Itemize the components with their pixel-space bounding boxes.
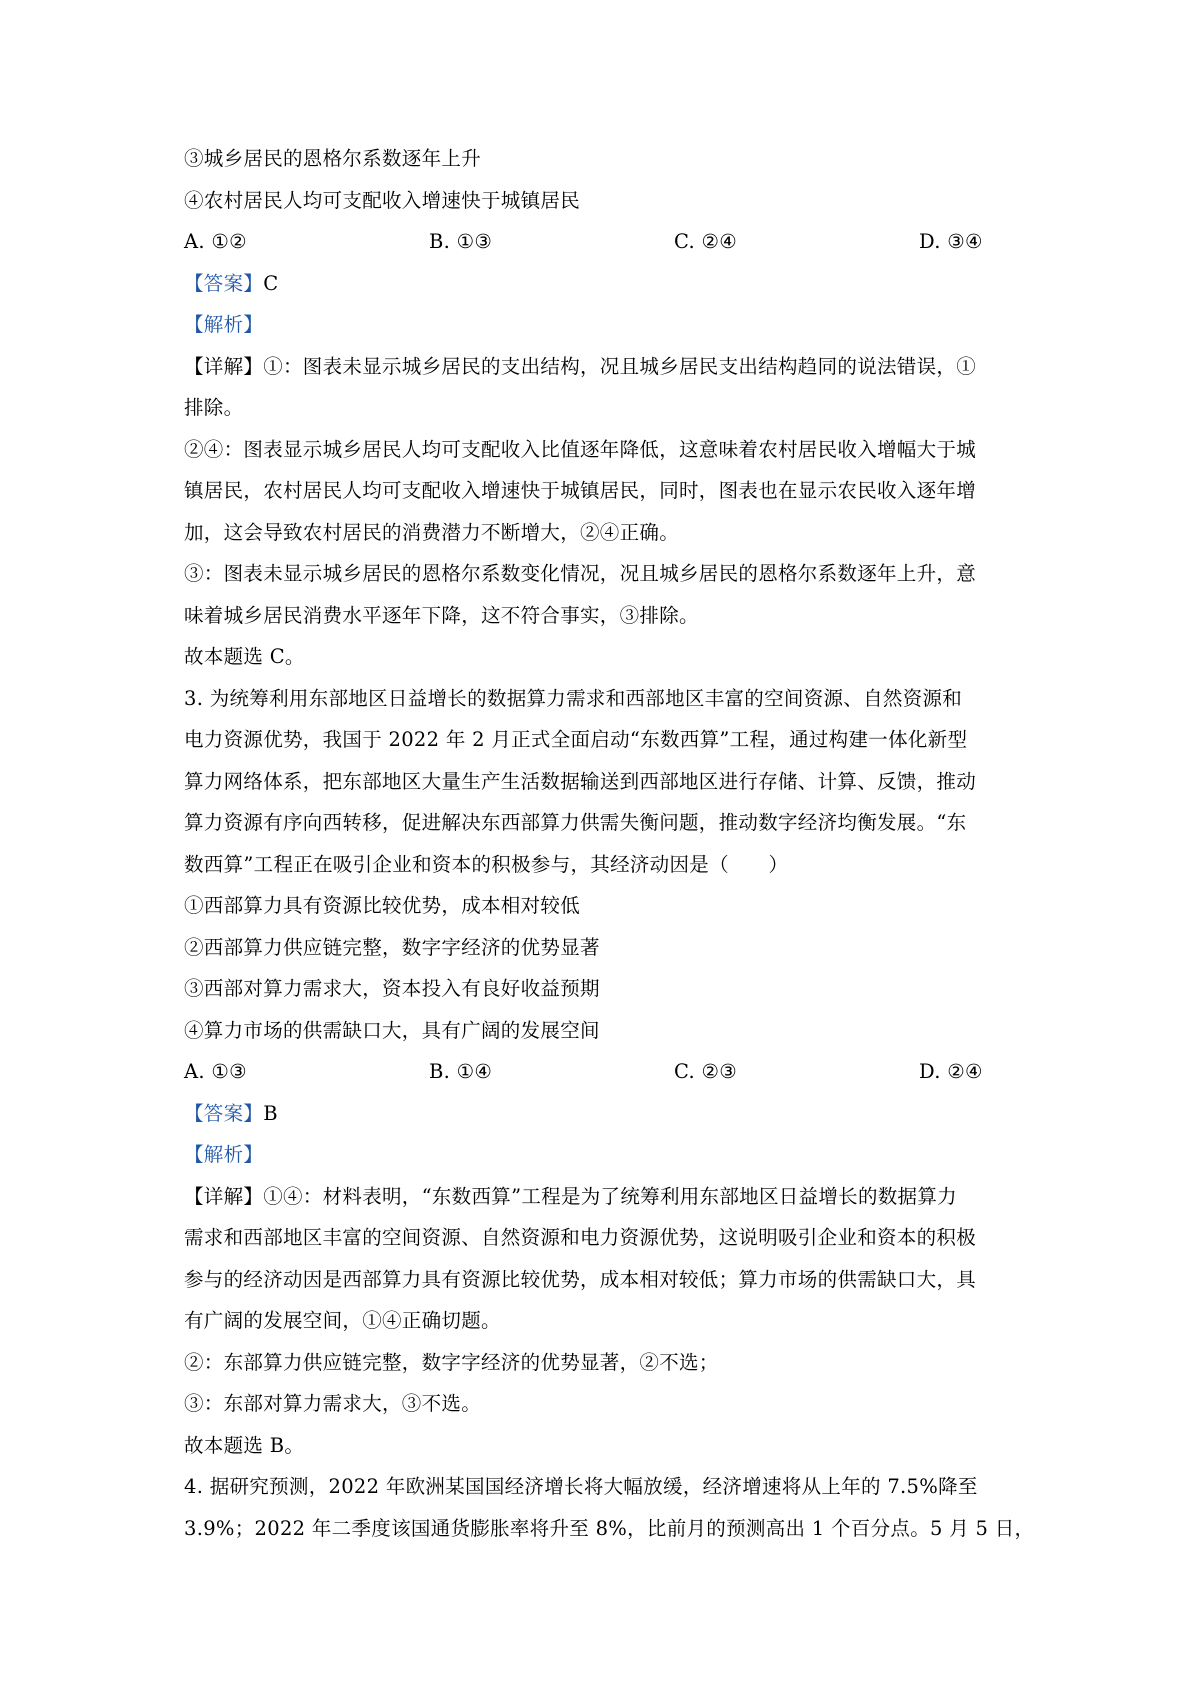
detail-tag: 【详解】 (184, 1184, 264, 1208)
q3-stem-line: 算力网络体系，把东部地区大量生产生活数据输送到西部地区进行存储、计算、反馈，推动 (184, 769, 977, 793)
q2-option-b: B. ①③ (429, 230, 493, 253)
q2-detail-line: 排除。 (184, 396, 244, 419)
q3-stem-line: 3. 为统筹利用东部地区日益增长的数据算力需求和西部地区丰富的空间资源、自然资源和 (184, 686, 963, 710)
detail-tag: 【详解】 (184, 354, 264, 378)
q3-stem-line: 算力资源有序向西转移，促进解决东西部算力供需失衡问题，推动数字经济均衡发展。“东 (184, 811, 967, 834)
q2-detail-line: ②④：图表显示城乡居民人均可支配收入比值逐年降低，这意味着农村居民收入增幅大于城 (184, 437, 977, 461)
detail-text: ①：图表未显示城乡居民的支出结构，况且城乡居民支出结构趋同的说法错误，① (263, 354, 977, 378)
q2-option-d: D. ③④ (919, 230, 983, 253)
q2-detail-line: 味着城乡居民消费水平逐年下降，这不符合事实，③排除。 (184, 603, 699, 627)
q3-statement-1: ①西部算力具有资源比较优势，成本相对较低 (184, 894, 581, 917)
q2-detail-line: ③：图表未显示城乡居民的恩格尔系数变化情况，况且城乡居民的恩格尔系数逐年上升，意 (184, 562, 977, 585)
q4-stem-line: 4. 据研究预测，2022 年欧洲某国国经济增长将大幅放缓，经济增速将从上年的 7.5%降至 (184, 1475, 978, 1498)
q3-detail-line: ②：东部算力供应链完整，数字字经济的优势显著，②不选； (184, 1350, 719, 1374)
q3-statement-4: ④算力市场的供需缺口大，具有广阔的发展空间 (184, 1018, 600, 1042)
q3-detail-line: 有广阔的发展空间，①④正确切题。 (184, 1309, 501, 1332)
q2-detail-line: 加，这会导致农村居民的消费潜力不断增大，②④正确。 (184, 520, 680, 544)
q2-detail-line (184, 346, 1030, 388)
q2-options (184, 221, 1030, 263)
q4-stem-line: 3.9%；2022 年二季度该国通货膨胀率将升至 8%，比前月的预测高出 1 个百分点。5 月 5 日， (184, 1516, 1035, 1540)
answer-tag: 【答案】 (184, 271, 264, 295)
detail-text: ①④：材料表明，“东数西算”工程是为了统筹利用东部地区日益增长的数据算力 (263, 1184, 957, 1208)
analysis-tag: 【解析】 (184, 313, 264, 336)
q3-conclusion: 故本题选 B。 (184, 1433, 305, 1457)
analysis-tag: 【解析】 (184, 1143, 264, 1166)
q3-option-a: A. ①③ (184, 1060, 247, 1083)
q3-stem-line: 数西算”工程正在吸引企业和资本的积极参与，其经济动因是（ ） (184, 852, 789, 876)
q2-option-c: C. ②④ (674, 230, 738, 253)
q2-detail-line: 镇居民，农村居民人均可支配收入增速快于城镇居民，同时，图表也在显示农民收入逐年增 (184, 479, 977, 502)
q3-option-c: C. ②③ (674, 1060, 738, 1083)
q2-answer (184, 263, 1030, 305)
answer-tag: 【答案】 (184, 1101, 264, 1125)
q3-detail-line: ③：东部对算力需求大，③不选。 (184, 1392, 482, 1415)
q3-detail-line: 参与的经济动因是西部算力具有资源比较优势，成本相对较低；算力市场的供需缺口大，具 (184, 1267, 977, 1291)
q3-option-d: D. ②④ (919, 1060, 983, 1083)
q3-options (184, 1051, 1030, 1093)
q2-statement-4: ④农村居民人均可支配收入增速快于城镇居民 (184, 188, 581, 212)
q3-stem-line: 电力资源优势，我国于 2022 年 2 月正式全面启动“东数西算”工程，通过构建一体化新型 (184, 728, 968, 751)
q2-conclusion: 故本题选 C。 (184, 645, 305, 668)
q2-statement-3: ③城乡居民的恩格尔系数逐年上升 (184, 147, 482, 170)
q2-option-a: A. ①② (184, 230, 247, 253)
q3-answer (184, 1093, 1030, 1135)
answer-value: C (263, 271, 279, 295)
q3-detail-line: 需求和西部地区丰富的空间资源、自然资源和电力资源优势，这说明吸引企业和资本的积极 (184, 1226, 977, 1249)
q3-statement-2: ②西部算力供应链完整，数字字经济的优势显著 (184, 935, 600, 959)
q2-analysis (184, 304, 1030, 346)
q3-analysis (184, 1134, 1030, 1176)
answer-value: B (263, 1101, 278, 1125)
q3-statement-3: ③西部对算力需求大，资本投入有良好收益预期 (184, 977, 600, 1000)
q3-detail-line (184, 1176, 1030, 1218)
document-page (184, 138, 1035, 1549)
q3-option-b: B. ①④ (429, 1060, 493, 1083)
